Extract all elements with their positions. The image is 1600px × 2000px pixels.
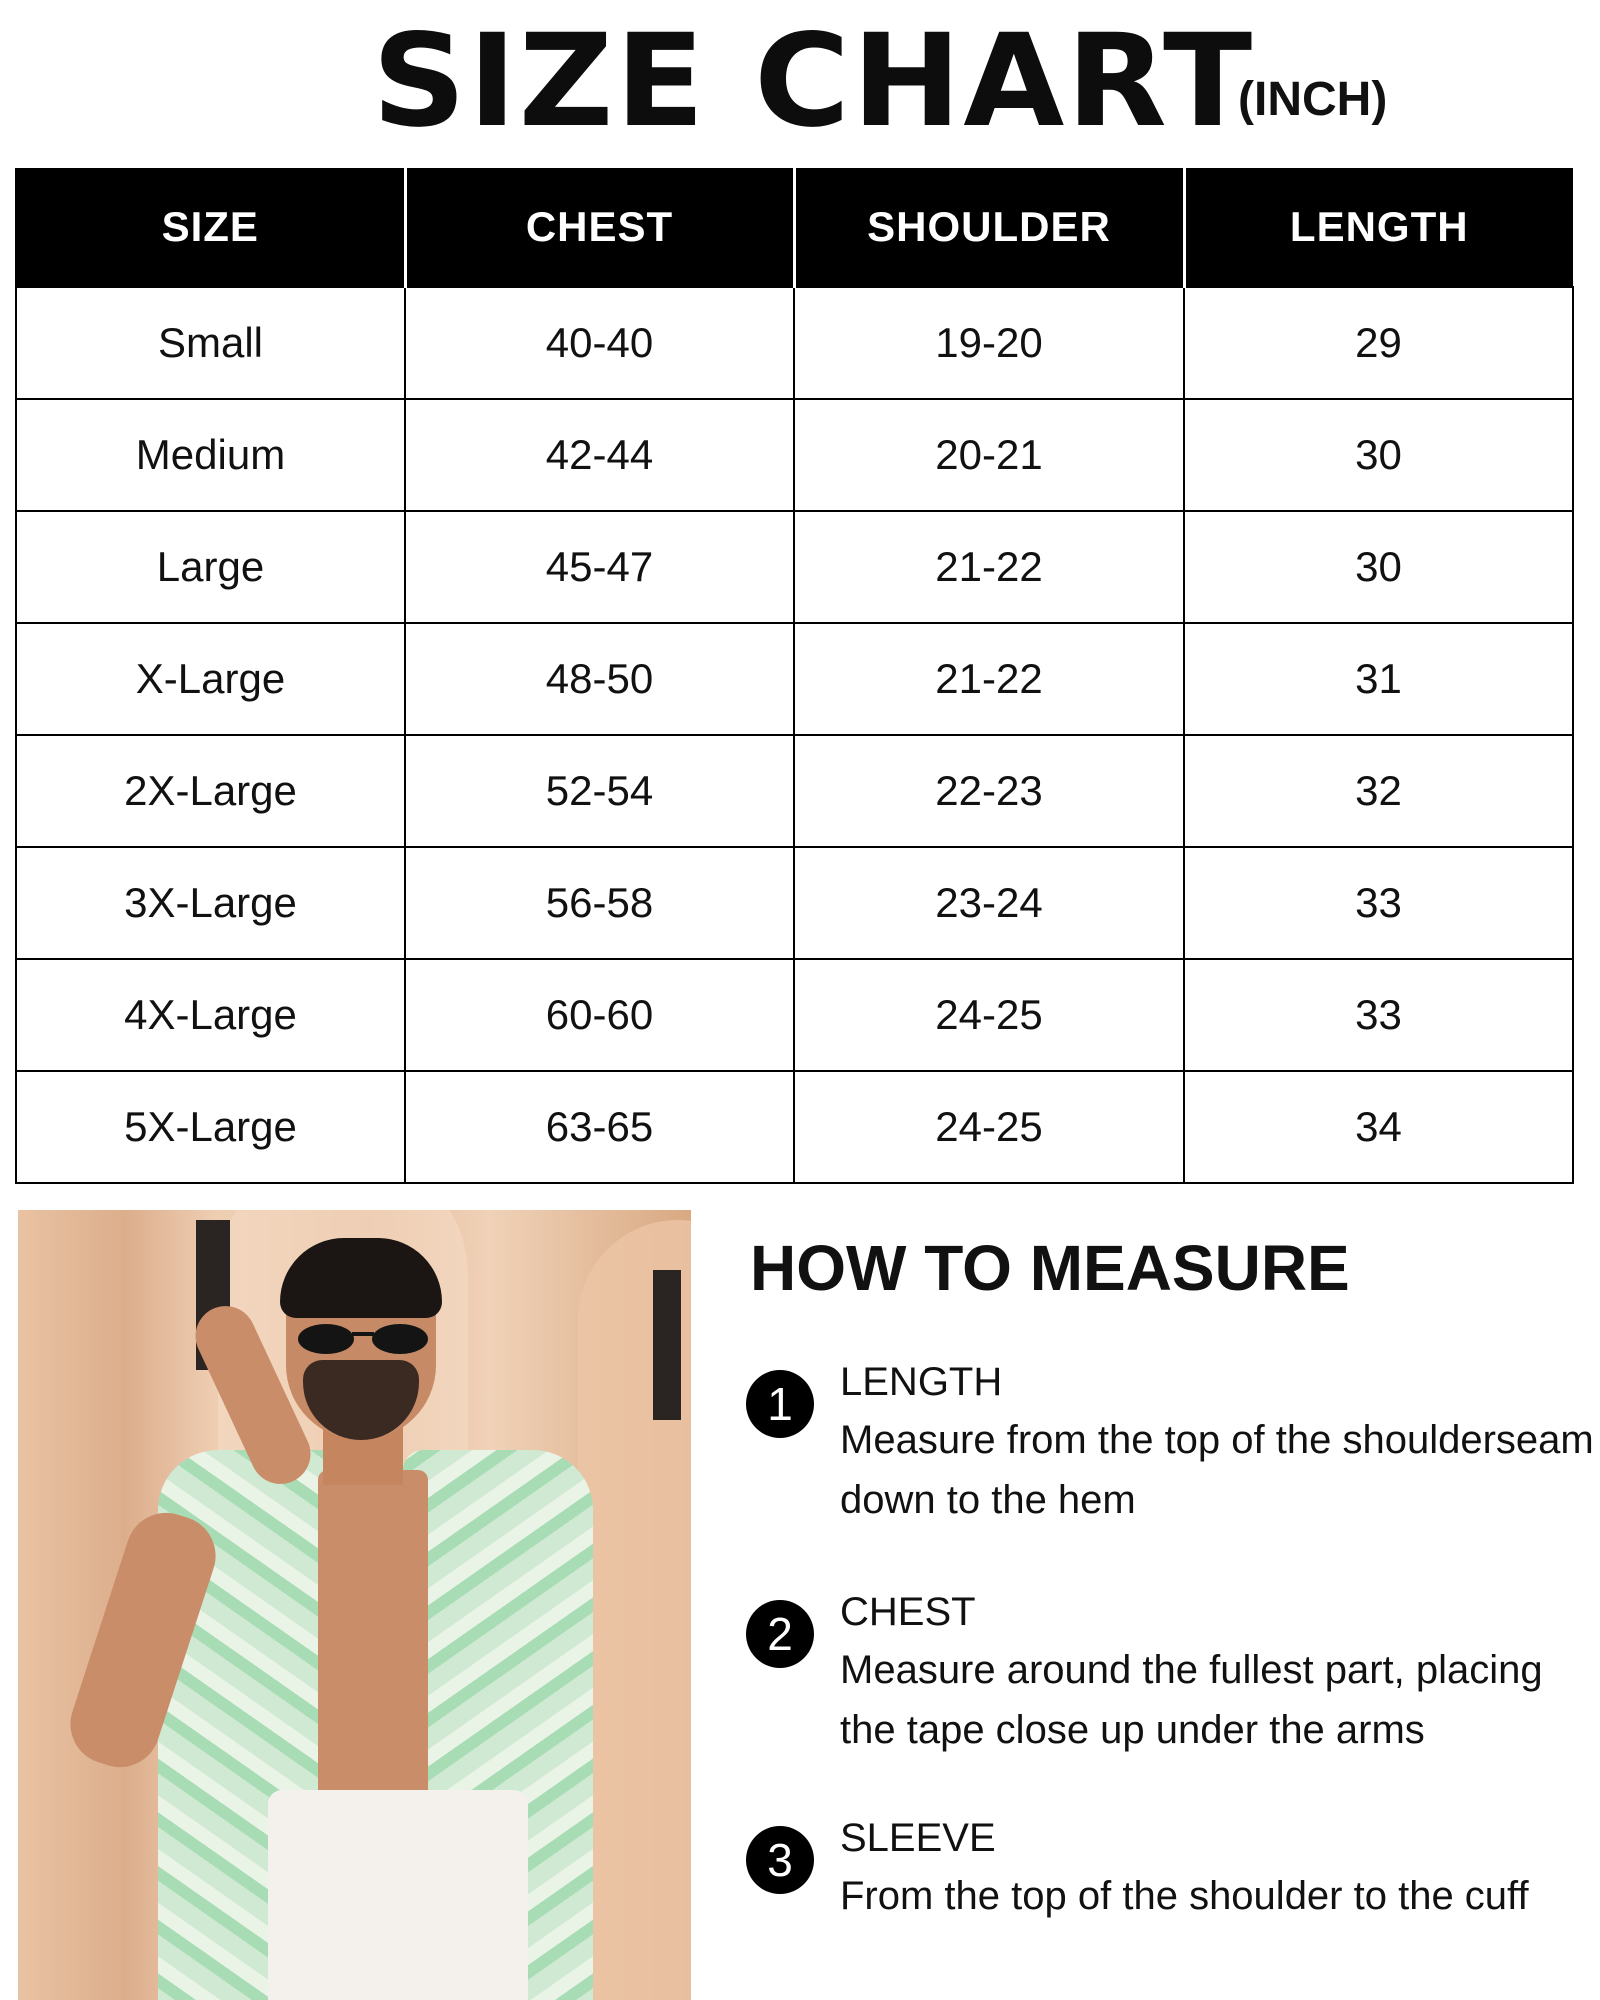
cell-length: 33 xyxy=(1184,847,1573,959)
header xyxy=(0,0,1600,160)
cell-shoulder: 21-22 xyxy=(794,623,1184,735)
step-number-icon: 2 xyxy=(746,1600,814,1668)
cell-size: Medium xyxy=(16,399,405,511)
cell-shoulder: 22-23 xyxy=(794,735,1184,847)
table-row xyxy=(16,399,1573,511)
table-row xyxy=(16,1071,1573,1183)
cell-chest: 60-60 xyxy=(405,959,794,1071)
header-size: SIZE xyxy=(16,168,405,287)
cell-length: 29 xyxy=(1184,287,1573,399)
cell-size: 4X-Large xyxy=(16,959,405,1071)
cell-size: X-Large xyxy=(16,623,405,735)
table-row xyxy=(16,623,1573,735)
table-row xyxy=(16,847,1573,959)
size-table xyxy=(15,168,1574,1184)
model-photo xyxy=(18,1210,691,2000)
cell-size: 2X-Large xyxy=(16,735,405,847)
white-pants xyxy=(268,1790,528,2000)
cell-chest: 48-50 xyxy=(405,623,794,735)
step-description: Measure around the fullest part, placing the tape close up under the arms xyxy=(840,1648,1543,1752)
step-title: LENGTH xyxy=(840,1360,1003,1404)
table-row xyxy=(16,287,1573,399)
cell-shoulder: 21-22 xyxy=(794,511,1184,623)
cell-shoulder: 24-25 xyxy=(794,1071,1184,1183)
unit-label: (INCH) xyxy=(1238,73,1388,126)
cell-chest: 63-65 xyxy=(405,1071,794,1183)
cell-shoulder: 20-21 xyxy=(794,399,1184,511)
step-number-icon: 1 xyxy=(746,1370,814,1438)
table-row xyxy=(16,735,1573,847)
cell-shoulder: 24-25 xyxy=(794,959,1184,1071)
cell-chest: 56-58 xyxy=(405,847,794,959)
cell-length: 33 xyxy=(1184,959,1573,1071)
table-row xyxy=(16,959,1573,1071)
table-row xyxy=(16,511,1573,623)
step-number-icon: 3 xyxy=(746,1826,814,1894)
cell-length: 34 xyxy=(1184,1071,1573,1183)
cell-size: 3X-Large xyxy=(16,847,405,959)
cell-chest: 42-44 xyxy=(405,399,794,511)
step-title: SLEEVE xyxy=(840,1816,996,1860)
header-shoulder: SHOULDER xyxy=(794,168,1184,287)
cell-chest: 52-54 xyxy=(405,735,794,847)
step-description: From the top of the shoulder to the cuff xyxy=(840,1874,1529,1918)
cell-length: 32 xyxy=(1184,735,1573,847)
cell-size: Large xyxy=(16,511,405,623)
cell-shoulder: 19-20 xyxy=(794,287,1184,399)
cell-length: 30 xyxy=(1184,399,1573,511)
cell-size: 5X-Large xyxy=(16,1071,405,1183)
page-title: SIZE CHART xyxy=(372,7,1255,156)
table-header-row xyxy=(16,168,1573,287)
step-title: CHEST xyxy=(840,1590,976,1634)
cell-length: 30 xyxy=(1184,511,1573,623)
cell-chest: 40-40 xyxy=(405,287,794,399)
wall-lamp xyxy=(653,1270,681,1420)
how-to-measure-title: HOW TO MEASURE xyxy=(750,1232,1350,1304)
header-length: LENGTH xyxy=(1184,168,1573,287)
cell-chest: 45-47 xyxy=(405,511,794,623)
header-chest: CHEST xyxy=(405,168,794,287)
cell-size: Small xyxy=(16,287,405,399)
step-description: Measure from the top of the shoulderseam down to the hem xyxy=(840,1418,1594,1522)
sunglasses-icon xyxy=(296,1322,430,1356)
cell-shoulder: 23-24 xyxy=(794,847,1184,959)
cell-length: 31 xyxy=(1184,623,1573,735)
